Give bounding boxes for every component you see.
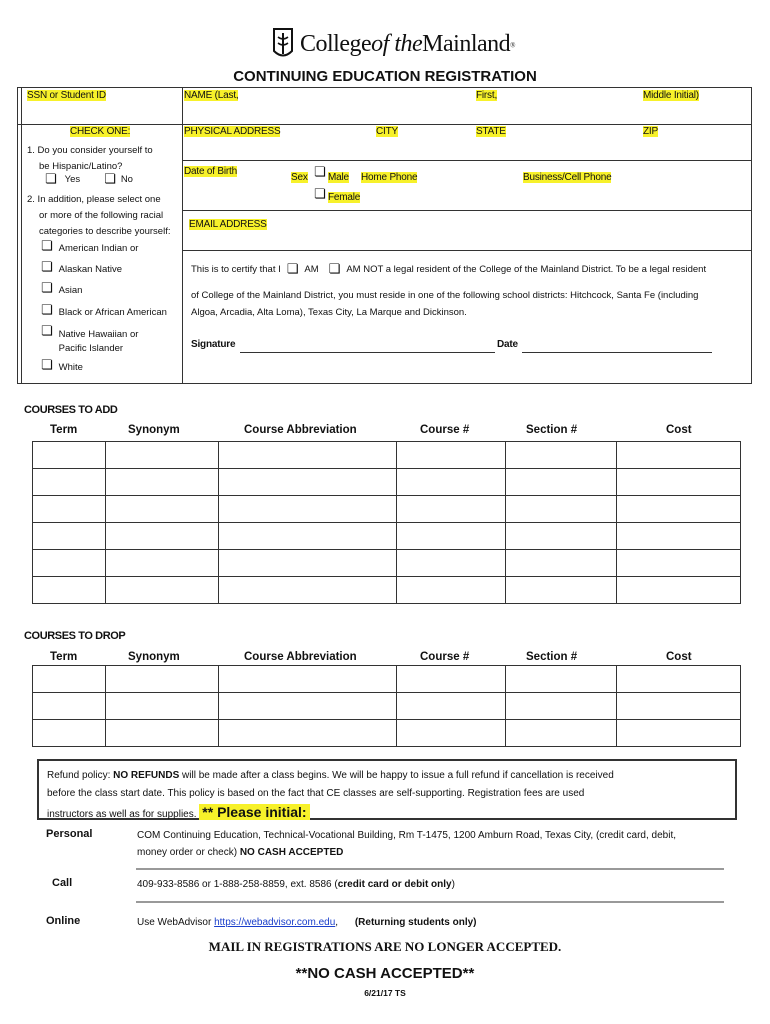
drop-course-cell[interactable] (219, 720, 397, 747)
add-col-synonym: Synonym (128, 424, 180, 436)
date-line[interactable] (522, 352, 712, 353)
add-course-cell[interactable] (106, 550, 219, 577)
race-question: 2. In addition, please select one or more of the following racial categories to describe yourself: (27, 194, 171, 237)
drop-course-cell[interactable] (397, 693, 506, 720)
hispanic-yes-checkbox[interactable]: ❏ (45, 172, 57, 187)
online-label: Online (46, 915, 81, 927)
race-option-alaskan-native[interactable]: ❏ Alaskan Native (41, 260, 123, 275)
add-course-cell[interactable] (397, 442, 506, 469)
add-course-cell[interactable] (506, 550, 617, 577)
drop-course-cell[interactable] (506, 693, 617, 720)
no-cash-notice: **NO CASH ACCEPTED** (295, 965, 475, 982)
hispanic-options: ❏ Yes ❏ No (45, 172, 133, 187)
courses-to-drop-table (32, 665, 741, 747)
drop-course-cell[interactable] (617, 720, 741, 747)
add-course-cell[interactable] (397, 496, 506, 523)
add-course-cell[interactable] (617, 550, 741, 577)
drop-col-synonym: Synonym (128, 651, 180, 663)
drop-course-cell[interactable] (33, 693, 106, 720)
add-course-row (33, 550, 741, 577)
call-label: Call (52, 877, 73, 889)
form-title: CONTINUING EDUCATION REGISTRATION (233, 68, 537, 85)
left-edge-line (21, 87, 22, 384)
column-divider (182, 87, 183, 384)
date-label: Date (497, 339, 518, 350)
name-last-field[interactable]: NAME (Last, (184, 90, 239, 101)
drop-course-cell[interactable] (106, 720, 219, 747)
row-divider (182, 250, 752, 251)
business-phone-field[interactable]: Business/Cell Phone (523, 172, 612, 183)
city-field[interactable]: CITY (376, 126, 398, 137)
race-option-american-indian[interactable]: ❏ American Indian or (41, 239, 139, 254)
race-option-white[interactable]: ❏ White (41, 358, 83, 373)
add-course-cell[interactable] (33, 469, 106, 496)
mail-notice: MAIL IN REGISTRATIONS ARE NO LONGER ACCEPTED. (208, 939, 562, 954)
add-course-row (33, 577, 741, 604)
certification-text-line3: Algoa, Arcadia, Alta Loma), Texas City, La Marque and Dickinson. (191, 307, 467, 318)
online-payment-text: Use WebAdvisor https://webadvisor.com.edu, (Returning students only) (137, 917, 477, 928)
drop-col-cost: Cost (666, 651, 692, 663)
signature-label: Signature (191, 339, 236, 350)
sex-label: Sex (291, 172, 308, 183)
signature-line[interactable] (240, 352, 495, 353)
zip-field[interactable]: ZIP (643, 126, 658, 137)
drop-col-section-number: Section # (526, 651, 578, 663)
add-course-row (33, 523, 741, 550)
home-phone-field[interactable]: Home Phone (361, 172, 418, 183)
add-course-cell[interactable] (33, 442, 106, 469)
add-course-cell[interactable] (617, 442, 741, 469)
add-course-cell[interactable] (506, 469, 617, 496)
personal-payment-text: COM Continuing Education, Technical-Vocational Building, Rm T-1475, 1200 Amburn Road, Texas City, (credit card, debit, money order or check) NO CASH ACCEPTED (137, 830, 676, 858)
female-label: Female (328, 192, 361, 203)
drop-course-cell[interactable] (617, 693, 741, 720)
am-not-resident-checkbox[interactable]: ❏ (328, 262, 341, 277)
drop-course-cell[interactable] (397, 666, 506, 693)
drop-course-cell[interactable] (506, 666, 617, 693)
row-divider (182, 160, 752, 161)
refund-policy-box: Refund policy: NO REFUNDS will be made after a class begins. We will be happy to issue a full refund if cancellation is received before the class start date. This policy is based on the fact that CE classes are self-supporting. Registration fees are used instructors as well as for supplies. ** Please initial: (37, 759, 737, 820)
add-course-cell[interactable] (506, 577, 617, 604)
college-name: Collegeof theMainland® (300, 30, 515, 57)
divider (136, 901, 724, 903)
add-course-cell[interactable] (617, 523, 741, 550)
add-course-cell[interactable] (219, 496, 397, 523)
name-first-field[interactable]: First, (476, 90, 498, 101)
drop-course-cell[interactable] (617, 666, 741, 693)
add-course-cell[interactable] (397, 577, 506, 604)
drop-course-row (33, 666, 741, 693)
add-course-row (33, 496, 741, 523)
add-col-course-abbreviation: Course Abbreviation (244, 424, 357, 436)
add-course-cell[interactable] (219, 550, 397, 577)
drop-course-cell[interactable] (397, 720, 506, 747)
add-course-cell[interactable] (219, 577, 397, 604)
add-course-cell[interactable] (617, 469, 741, 496)
add-col-term: Term (50, 424, 78, 436)
drop-course-cell[interactable] (506, 720, 617, 747)
add-course-cell[interactable] (106, 469, 219, 496)
certification-text-line2: of College of the Mainland District, you must reside in one of the following school districts: Hitchcock, Santa Fe (including (191, 290, 699, 301)
drop-course-row (33, 693, 741, 720)
drop-course-cell[interactable] (106, 693, 219, 720)
hispanic-question: 1. Do you consider yourself to be Hispanic/Latino? (27, 145, 153, 172)
drop-col-course-number: Course # (420, 651, 470, 663)
drop-col-course-abbreviation: Course Abbreviation (244, 651, 357, 663)
hispanic-no-checkbox[interactable]: ❏ (104, 172, 116, 187)
add-course-cell[interactable] (397, 523, 506, 550)
college-logo (272, 26, 515, 62)
add-course-cell[interactable] (397, 550, 506, 577)
add-course-cell[interactable] (506, 442, 617, 469)
race-option-native-hawaiian[interactable]: ❏ Native Hawaiian or Pacific Islander (41, 324, 139, 354)
race-option-asian[interactable]: ❏ Asian (41, 281, 83, 296)
add-course-cell[interactable] (506, 523, 617, 550)
add-course-cell[interactable] (219, 442, 397, 469)
physical-address-field[interactable]: PHYSICAL ADDRESS (184, 126, 281, 137)
courses-to-add-title: COURSES TO ADD (24, 404, 118, 416)
courses-to-drop-title: COURSES TO DROP (24, 630, 126, 642)
add-course-row (33, 469, 741, 496)
personal-label: Personal (46, 828, 93, 840)
add-col-course-number: Course # (420, 424, 470, 436)
add-course-row (33, 442, 741, 469)
male-label: Male (328, 172, 349, 183)
race-option-black[interactable]: ❏ Black or African American (41, 303, 167, 318)
webadvisor-link[interactable]: https://webadvisor.com.edu (214, 917, 336, 928)
add-course-cell[interactable] (106, 523, 219, 550)
drop-course-cell[interactable] (33, 720, 106, 747)
add-course-cell[interactable] (33, 550, 106, 577)
add-course-cell[interactable] (33, 577, 106, 604)
add-course-cell[interactable] (506, 496, 617, 523)
row-divider (17, 124, 752, 125)
add-course-cell[interactable] (106, 496, 219, 523)
email-field[interactable]: EMAIL ADDRESS (189, 219, 267, 230)
please-initial-field[interactable]: ** Please initial: (199, 804, 309, 820)
date-of-birth-field[interactable]: Date of Birth (184, 166, 237, 177)
drop-course-cell[interactable] (106, 666, 219, 693)
add-col-cost: Cost (666, 424, 692, 436)
am-resident-checkbox[interactable]: ❏ (286, 262, 299, 277)
college-seal-icon (272, 27, 294, 61)
add-course-cell[interactable] (397, 469, 506, 496)
add-course-cell[interactable] (617, 577, 741, 604)
add-col-section-number: Section # (526, 424, 578, 436)
drop-course-cell[interactable] (33, 666, 106, 693)
drop-col-term: Term (50, 651, 78, 663)
add-course-cell[interactable] (106, 442, 219, 469)
drop-course-cell[interactable] (219, 693, 397, 720)
middle-initial-field[interactable]: Middle Initial) (643, 90, 699, 101)
state-field[interactable]: STATE (476, 126, 506, 137)
add-course-cell[interactable] (33, 523, 106, 550)
add-course-cell[interactable] (617, 496, 741, 523)
drop-course-row (33, 720, 741, 747)
courses-to-add-table (32, 441, 741, 604)
call-payment-text: 409-933-8586 or 1-888-258-8859, ext. 8586 (credit card or debit only) (137, 879, 455, 890)
check-one-label: CHECK ONE: (70, 126, 131, 137)
female-checkbox[interactable]: ❏ (314, 187, 326, 202)
add-course-cell[interactable] (219, 523, 397, 550)
ssn-field[interactable]: SSN or Student ID (27, 90, 106, 101)
row-divider (182, 210, 752, 211)
divider (136, 868, 724, 870)
add-course-cell[interactable] (33, 496, 106, 523)
drop-course-cell[interactable] (219, 666, 397, 693)
revision-date: 6/21/17 TS (364, 988, 406, 998)
residency-certification: This is to certify that I ❏ AM ❏ AM NOT a legal resident of the College of the Mainland District. To be a legal resident (191, 262, 707, 277)
add-course-cell[interactable] (219, 469, 397, 496)
add-course-cell[interactable] (106, 577, 219, 604)
male-checkbox[interactable]: ❏ (314, 165, 326, 180)
